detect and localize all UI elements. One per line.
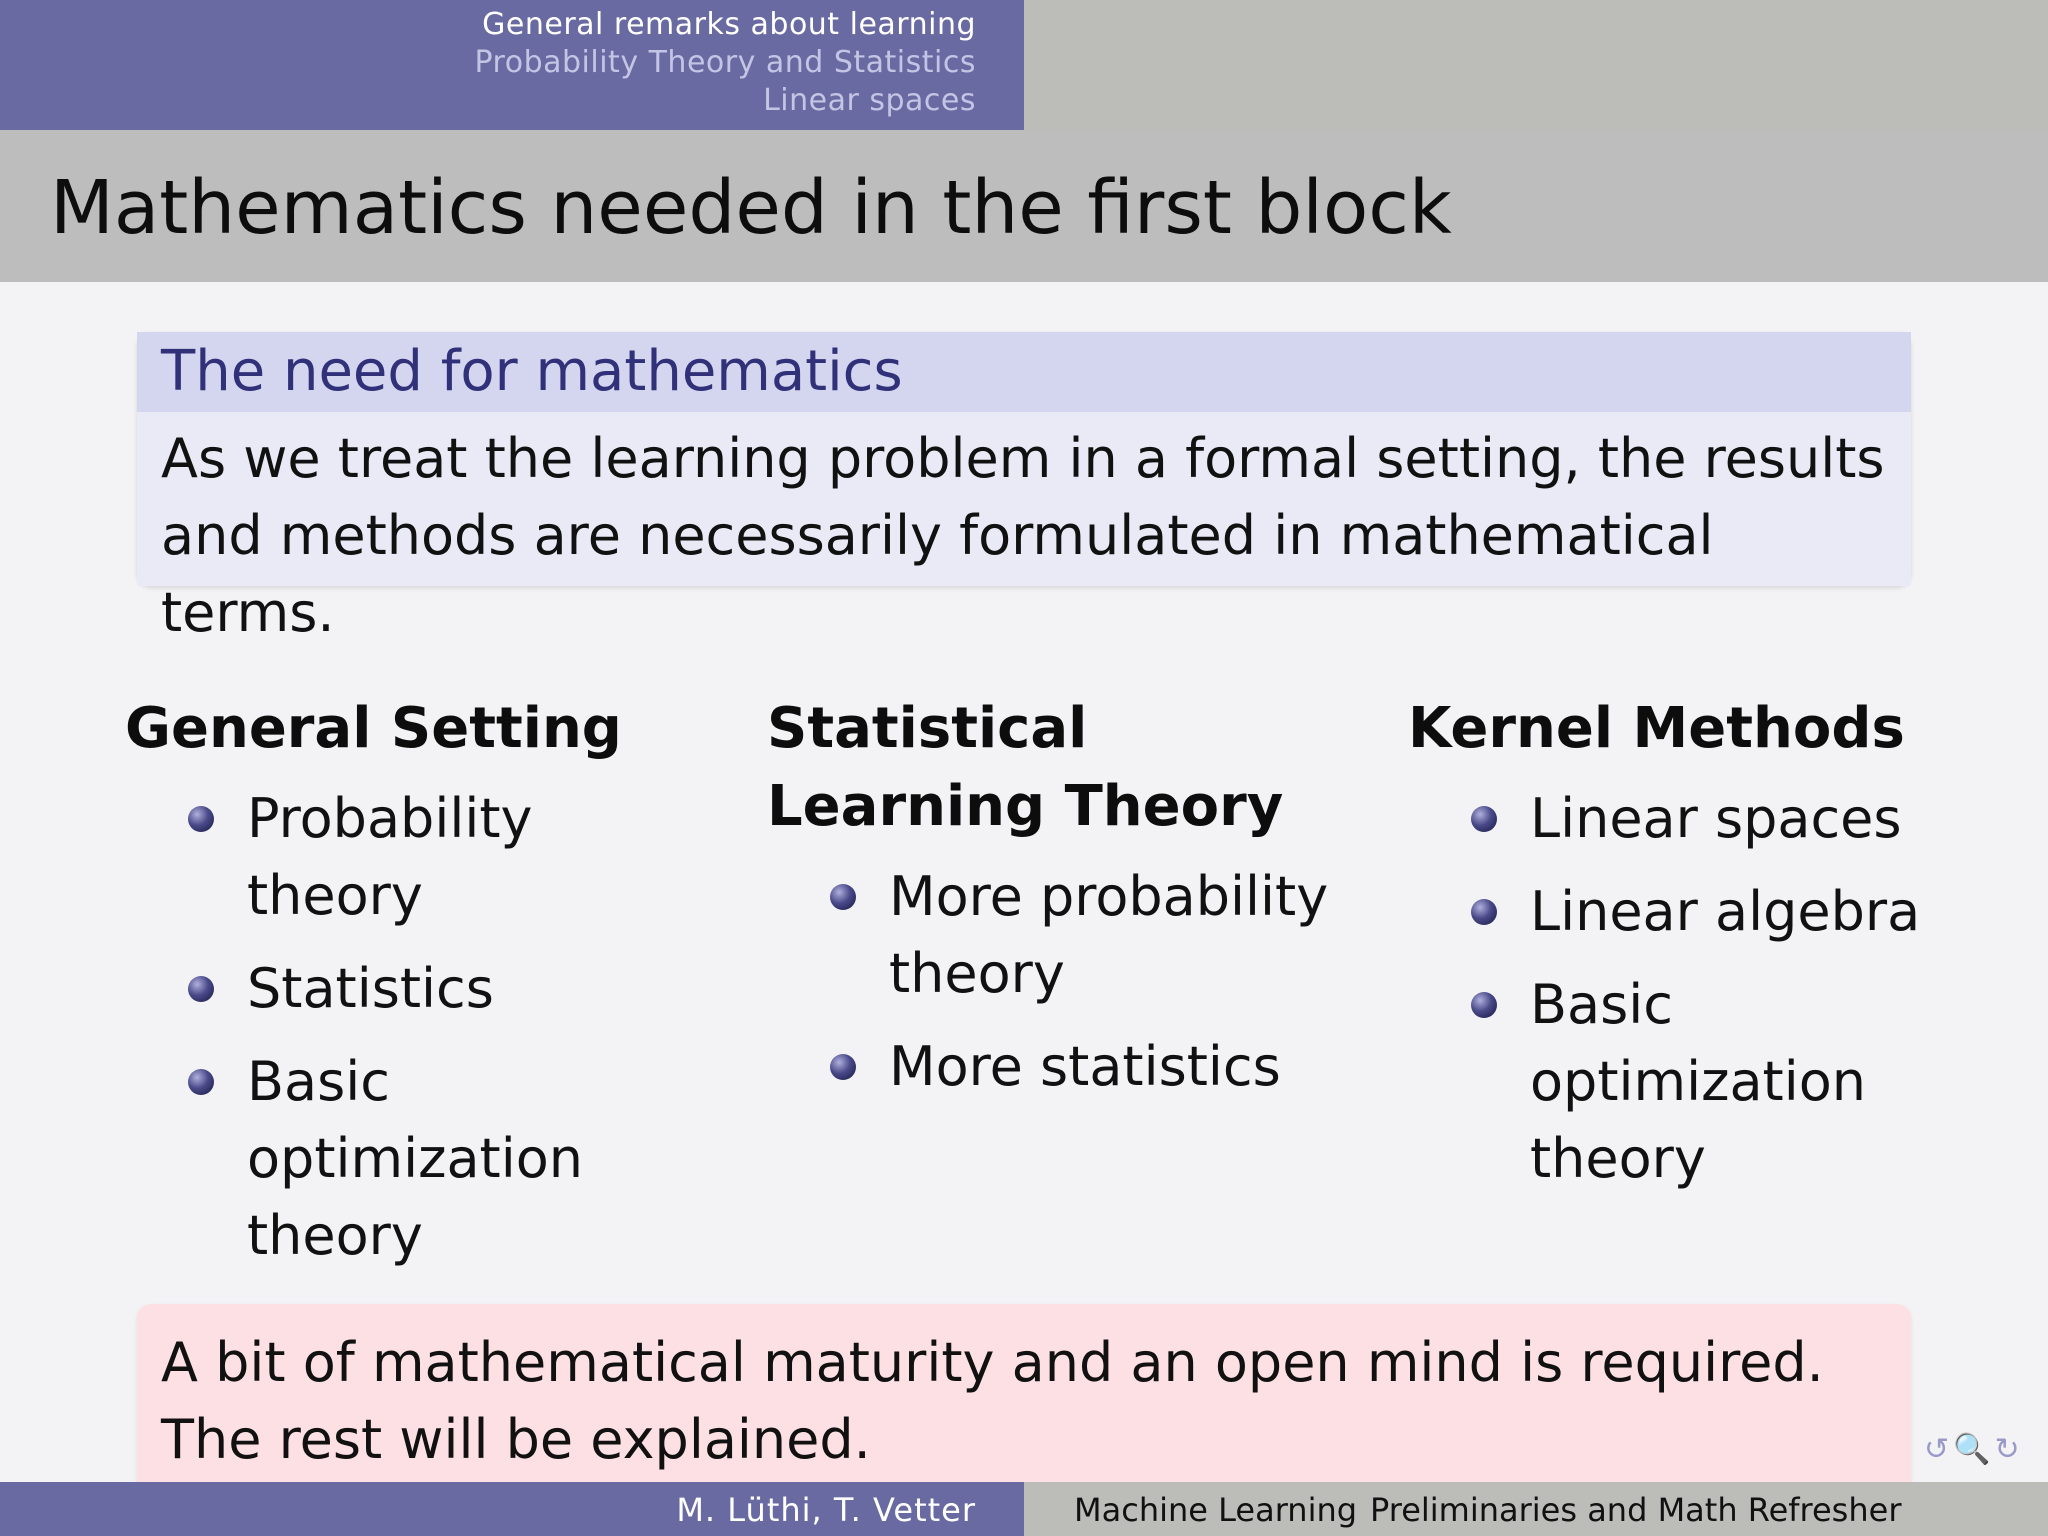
beamer-nav-icons[interactable]: ↺🔍↻ — [1924, 1432, 2024, 1467]
header-nav — [0, 0, 1024, 130]
item-text: More probability theory — [889, 865, 1329, 1005]
column-heading: Statistical Learning Theory — [767, 696, 1284, 839]
item-text: Linear algebra — [1530, 880, 1921, 943]
list-item — [1408, 780, 1968, 857]
item-list — [125, 780, 685, 1274]
block-title: The need for mathematics — [137, 332, 1911, 412]
list-item — [767, 858, 1367, 1012]
list-item — [1408, 966, 1968, 1197]
footer-right — [1024, 1482, 2048, 1536]
bullet-icon — [830, 884, 856, 910]
bullet-icon — [188, 806, 214, 832]
column-kernel-methods — [1408, 690, 1968, 1213]
nav-section-general-remarks[interactable]: General remarks about learning — [482, 7, 976, 42]
item-text: Basic optimization theory — [1530, 973, 1866, 1190]
column-heading: Kernel Methods — [1408, 696, 1905, 761]
item-list — [767, 858, 1367, 1105]
list-item — [1408, 873, 1968, 950]
bullet-icon — [1471, 899, 1497, 925]
list-item — [125, 1043, 685, 1274]
list-item — [767, 1028, 1367, 1105]
item-text: Linear spaces — [1530, 787, 1902, 850]
column-heading: General Setting — [125, 696, 622, 761]
section-list — [474, 6, 976, 120]
item-text: Statistics — [247, 957, 494, 1020]
list-item — [125, 780, 685, 934]
bullet-icon — [188, 1069, 214, 1095]
column-statistical-learning — [767, 690, 1367, 1121]
block-body: As we treat the learning problem in a formal setting, the results and methods are necessarily formulated in mathematical terms. — [137, 412, 1911, 586]
frame-title: Mathematics needed in the first block — [50, 165, 1452, 251]
header-right — [1024, 0, 2048, 130]
footer-section: Preliminaries and Math Refresher — [1370, 1491, 1902, 1529]
bullet-icon — [830, 1054, 856, 1080]
bullet-icon — [188, 976, 214, 1002]
footer-course: Machine Learning — [1074, 1491, 1358, 1529]
item-text: More statistics — [889, 1035, 1281, 1098]
item-text: Probability theory — [247, 787, 533, 927]
item-text: Basic optimization theory — [247, 1050, 583, 1267]
footer-authors: M. Lüthi, T. Vetter — [676, 1491, 976, 1529]
nav-section-probability[interactable]: Probability Theory and Statistics — [474, 45, 976, 80]
nav-section-linear-spaces[interactable]: Linear spaces — [763, 83, 976, 118]
bullet-icon — [1471, 992, 1497, 1018]
bullet-icon — [1471, 806, 1497, 832]
item-list — [1408, 780, 1968, 1197]
frame-title-bar — [0, 130, 2048, 282]
list-item — [125, 950, 685, 1027]
math-need-block — [137, 332, 1911, 644]
column-general-setting — [125, 690, 685, 1290]
footer-left — [0, 1482, 1024, 1536]
alert-block: A bit of mathematical maturity and an open mind is required. The rest will be explained. — [137, 1304, 1911, 1482]
